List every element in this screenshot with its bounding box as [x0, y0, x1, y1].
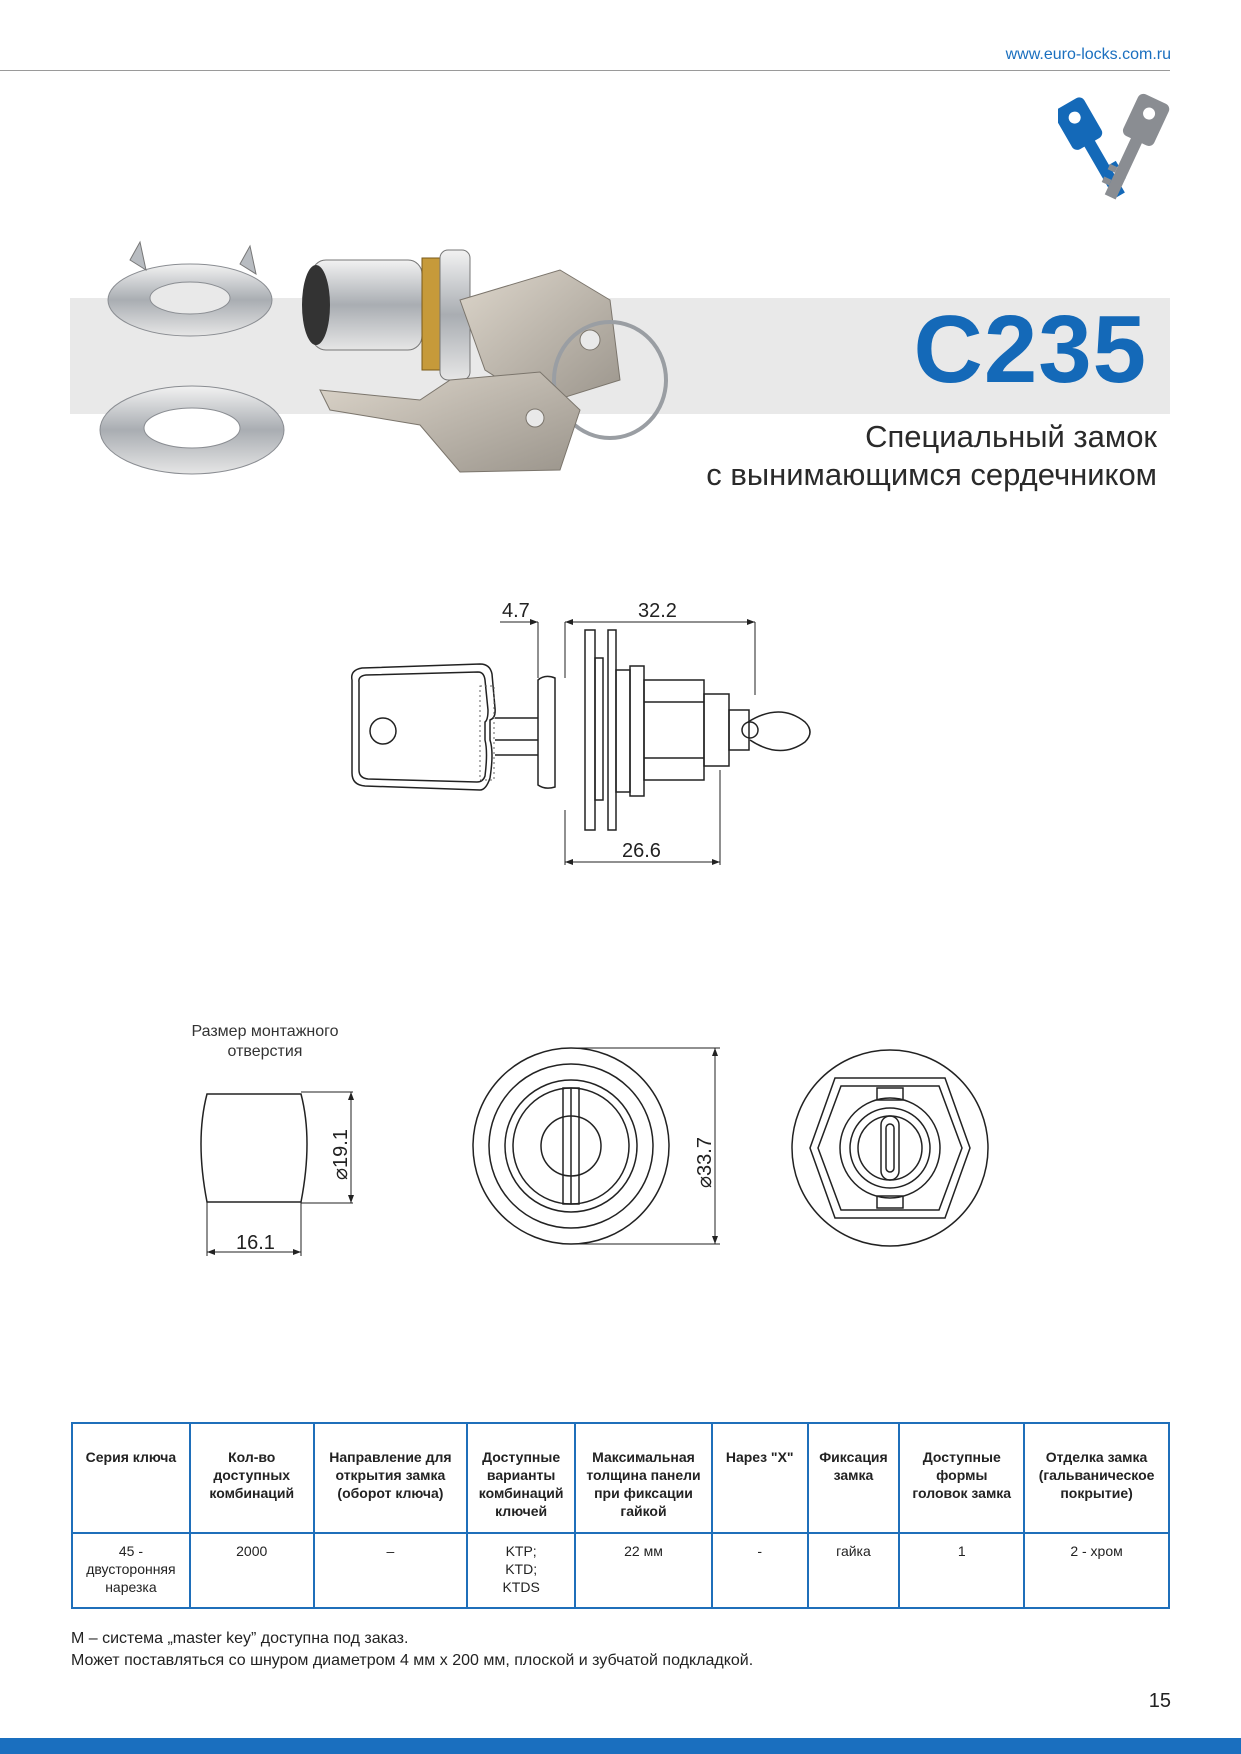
product-model: C235 [913, 296, 1147, 403]
side-view-drawing [340, 590, 840, 880]
header-finish: Отделка замка (гальваническое покрытие) [1024, 1423, 1169, 1533]
header-divider [0, 70, 1170, 71]
notes [71, 1628, 753, 1672]
specifications-table [71, 1422, 1170, 1609]
subtitle-line-2: с вынимающимся сердечником [706, 457, 1157, 492]
note-supply: Может поставляться со шнуром диаметром 4 мм x 200 мм, плоской и зубчатой подкладкой. [71, 1652, 754, 1669]
cell-key-series: 45 - двусторонняя нарезка [72, 1533, 190, 1608]
cell-key-variants: KTP; KTD; KTDS [467, 1533, 575, 1608]
header-key-variants: Доступные варианты комбинаций ключей [467, 1423, 575, 1533]
header-opening-direction: Направление для открытия замка (оборот ключа) [314, 1423, 468, 1533]
product-subtitle [706, 418, 1157, 494]
header-head-shapes: Доступные формы головок замка [899, 1423, 1024, 1533]
product-photo [90, 240, 690, 480]
page-number: 15 [1148, 1690, 1171, 1712]
cell-max-panel-thickness: 22 мм [575, 1533, 712, 1608]
dimension-32-2: 32.2 [638, 600, 677, 622]
note-master-key: M – система „master key” доступна под заказ. [71, 1630, 409, 1647]
cell-thread-x: - [712, 1533, 808, 1608]
mounting-label-line-1: Размер монтажного [191, 1023, 339, 1040]
dimension-16-1: 16.1 [236, 1232, 275, 1254]
cell-fixing: гайка [808, 1533, 900, 1608]
cell-finish: 2 - хром [1024, 1533, 1169, 1608]
front-view-drawing [465, 1045, 725, 1265]
dimension-4-7: 4.7 [502, 600, 530, 622]
website-url[interactable]: www.euro-locks.com.ru [1005, 46, 1171, 63]
cell-head-shapes: 1 [899, 1533, 1024, 1608]
header-combinations: Кол-во доступных комбинаций [190, 1423, 314, 1533]
mounting-label-line-2: отверстия [227, 1043, 303, 1060]
header-fixing: Фиксация замка [808, 1423, 900, 1533]
euro-locks-logo [1058, 88, 1172, 208]
header-max-panel-thickness: Максимальная толщина панели при фиксации гайкой [575, 1423, 712, 1533]
footer-bar [0, 1738, 1241, 1754]
table-header-row [72, 1423, 1169, 1533]
subtitle-line-1: Специальный замок [865, 419, 1157, 454]
header-thread-x: Нарез "X" [712, 1423, 808, 1533]
rear-view-drawing [785, 1048, 995, 1258]
table-row [72, 1533, 1169, 1608]
dimension-26-6: 26.6 [622, 840, 661, 862]
dimension-diameter-33-7: ⌀33.7 [694, 1137, 716, 1188]
mounting-hole-label [170, 1022, 360, 1062]
cell-combinations: 2000 [190, 1533, 314, 1608]
header-key-series: Серия ключа [72, 1423, 190, 1533]
cell-opening-direction: – [314, 1533, 468, 1608]
dimension-diameter-19-1: ⌀19.1 [330, 1129, 352, 1180]
